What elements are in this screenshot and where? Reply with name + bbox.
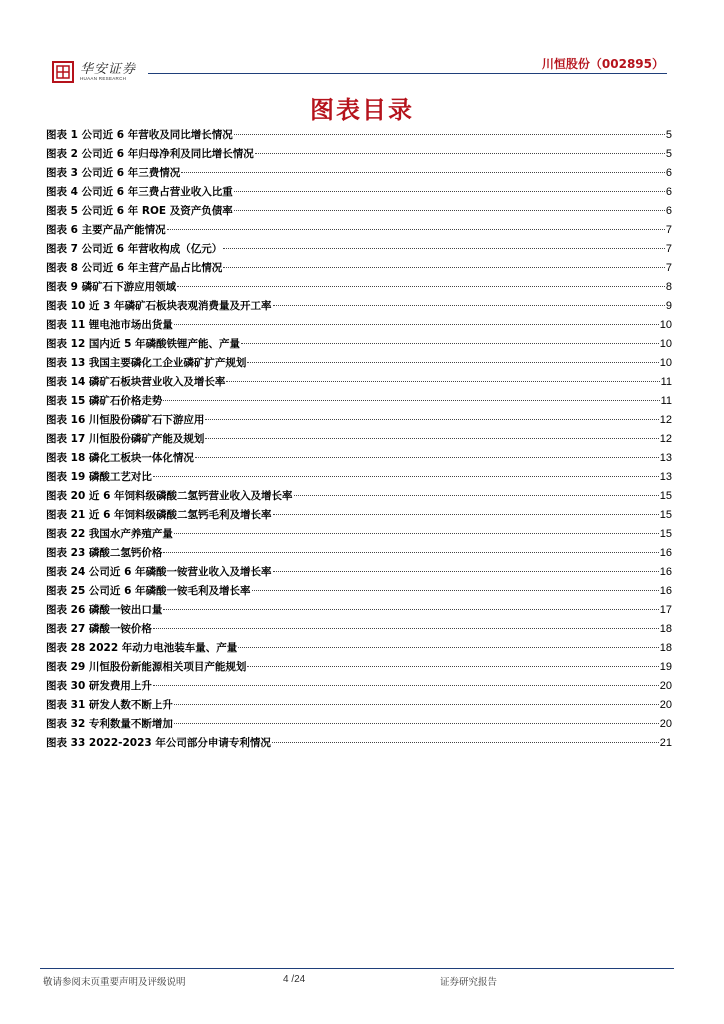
- toc-page-number: 16: [659, 585, 672, 597]
- toc-entry-label[interactable]: 图表 14 磷矿石板块营业收入及增长率: [46, 376, 226, 388]
- toc-entry-label[interactable]: 图表 18 磷化工板块一体化情况: [46, 452, 194, 464]
- toc-page-number: 10: [659, 338, 672, 350]
- toc-leader-dots: [174, 533, 659, 534]
- toc-leader-dots: [272, 742, 659, 743]
- toc-entry-label[interactable]: 图表 1 公司近 6 年营收及同比增长情况: [46, 129, 233, 141]
- toc-leader-dots: [255, 153, 665, 154]
- toc-leader-dots: [205, 419, 658, 420]
- toc-leader-dots: [177, 286, 665, 287]
- toc-row[interactable]: [46, 677, 672, 696]
- toc-row[interactable]: [46, 525, 672, 544]
- toc-entry-label[interactable]: 图表 28 2022 年动力电池装车量、产量: [46, 642, 238, 654]
- toc-page-number: 20: [659, 718, 672, 730]
- toc-row[interactable]: [46, 221, 672, 240]
- toc-entry-label[interactable]: 图表 26 磷酸一铵出口量: [46, 604, 163, 616]
- toc-row[interactable]: [46, 430, 672, 449]
- toc-entry-label[interactable]: 图表 3 公司近 6 年三费情况: [46, 167, 181, 179]
- toc-leader-dots: [241, 343, 659, 344]
- toc-leader-dots: [247, 362, 658, 363]
- toc-page-number: 12: [659, 414, 672, 426]
- toc-row[interactable]: [46, 468, 672, 487]
- toc-page-number: 10: [659, 319, 672, 331]
- toc-page-number: 7: [665, 224, 672, 236]
- toc-row[interactable]: [46, 696, 672, 715]
- toc-row[interactable]: [46, 183, 672, 202]
- footer-divider: [40, 968, 674, 969]
- company-name: 川恒股份（002895）: [541, 57, 664, 71]
- toc-entry-label[interactable]: 图表 32 专利数量不断增加: [46, 718, 173, 730]
- toc-page-number: 16: [659, 547, 672, 559]
- toc-page-number: 7: [665, 243, 672, 255]
- toc-page-number: 5: [665, 129, 672, 141]
- toc-row[interactable]: [46, 506, 672, 525]
- toc-leader-dots: [223, 248, 665, 249]
- toc-leader-dots: [195, 457, 659, 458]
- footer-disclaimer: 敬请参阅末页重要声明及评级说明: [43, 977, 186, 988]
- toc-entry-label[interactable]: 图表 2 公司近 6 年归母净利及同比增长情况: [46, 148, 254, 160]
- toc-row[interactable]: [46, 620, 672, 639]
- toc-row[interactable]: [46, 449, 672, 468]
- toc-entry-label[interactable]: 图表 15 磷矿石价格走势: [46, 395, 163, 407]
- toc-row[interactable]: [46, 639, 672, 658]
- toc-entry-label[interactable]: 图表 5 公司近 6 年 ROE 及资产负债率: [46, 205, 233, 217]
- toc-row[interactable]: [46, 734, 672, 753]
- toc-entry-label[interactable]: 图表 27 磷酸一铵价格: [46, 623, 152, 635]
- toc-leader-dots: [174, 324, 659, 325]
- toc-entry-label[interactable]: 图表 10 近 3 年磷矿石板块表观消费量及开工率: [46, 300, 272, 312]
- toc-entry-label[interactable]: 图表 20 近 6 年饲料级磷酸二氢钙营业收入及增长率: [46, 490, 293, 502]
- toc-row[interactable]: [46, 316, 672, 335]
- toc-page-number: 20: [659, 699, 672, 711]
- toc-page-number: 6: [665, 167, 672, 179]
- logo-chinese-text: 华安证券: [80, 62, 137, 77]
- toc-row[interactable]: [46, 658, 672, 677]
- toc-leader-dots: [205, 438, 658, 439]
- toc-leader-dots: [273, 571, 659, 572]
- toc-entry-label[interactable]: 图表 30 研发费用上升: [46, 680, 152, 692]
- toc-row[interactable]: [46, 563, 672, 582]
- toc-row[interactable]: [46, 240, 672, 259]
- logo-english-text: HUAAN RESEARCH: [80, 76, 127, 81]
- toc-page-number: 15: [659, 490, 672, 502]
- toc-page-number: 10: [659, 357, 672, 369]
- toc-entry-label[interactable]: 图表 7 公司近 6 年营收构成（亿元）: [46, 243, 223, 255]
- toc-row[interactable]: [46, 601, 672, 620]
- toc-entry-label[interactable]: 图表 13 我国主要磷化工企业磷矿扩产规划: [46, 357, 247, 369]
- toc-entry-label[interactable]: 图表 16 川恒股份磷矿石下游应用: [46, 414, 205, 426]
- huaan-logo: [52, 60, 152, 86]
- toc-leader-dots: [167, 229, 665, 230]
- toc-leader-dots: [238, 647, 658, 648]
- toc-page-number: 11: [660, 395, 672, 407]
- toc-row[interactable]: [46, 202, 672, 221]
- toc-leader-dots: [153, 685, 659, 686]
- toc-page-number: 15: [659, 509, 672, 521]
- toc-entry-label[interactable]: 图表 6 主要产品产能情况: [46, 224, 166, 236]
- toc-leader-dots: [163, 609, 658, 610]
- toc-entry-label[interactable]: 图表 33 2022-2023 年公司部分申请专利情况: [46, 737, 271, 749]
- toc-row[interactable]: [46, 297, 672, 316]
- toc-page-number: 11: [660, 376, 672, 388]
- toc-entry-label[interactable]: 图表 9 磷矿石下游应用领域: [46, 281, 177, 293]
- toc-page-number: 15: [659, 528, 672, 540]
- figure-index-list: [46, 126, 672, 753]
- toc-row[interactable]: [46, 715, 672, 734]
- toc-leader-dots: [234, 191, 665, 192]
- toc-entry-label[interactable]: 图表 29 川恒股份新能源相关项目产能规划: [46, 661, 247, 673]
- toc-page-number: 6: [665, 205, 672, 217]
- toc-row[interactable]: [46, 126, 672, 145]
- toc-entry-label[interactable]: 图表 21 近 6 年饲料级磷酸二氢钙毛利及增长率: [46, 509, 272, 521]
- toc-leader-dots: [181, 172, 665, 173]
- toc-page-number: 17: [659, 604, 672, 616]
- toc-leader-dots: [273, 514, 659, 515]
- header-divider: [148, 73, 667, 74]
- toc-leader-dots: [223, 267, 665, 268]
- toc-row[interactable]: [46, 373, 672, 392]
- toc-page-number: 9: [665, 300, 672, 312]
- toc-page-number: 8: [665, 281, 672, 293]
- footer-report-type: 证券研究报告: [440, 977, 498, 988]
- toc-entry-label[interactable]: 图表 19 磷酸工艺对比: [46, 471, 152, 483]
- toc-entry-label[interactable]: 图表 12 国内近 5 年磷酸铁锂产能、产量: [46, 338, 241, 350]
- toc-row[interactable]: [46, 392, 672, 411]
- toc-leader-dots: [294, 495, 659, 496]
- toc-leader-dots: [234, 210, 665, 211]
- toc-entry-label[interactable]: 图表 22 我国水产养殖产量: [46, 528, 173, 540]
- toc-leader-dots: [273, 305, 665, 306]
- toc-entry-label[interactable]: 图表 17 川恒股份磷矿产能及规划: [46, 433, 205, 445]
- toc-leader-dots: [252, 590, 659, 591]
- toc-page-number: 13: [659, 471, 672, 483]
- toc-page-number: 18: [659, 623, 672, 635]
- toc-page-number: 20: [659, 680, 672, 692]
- toc-leader-dots: [153, 476, 659, 477]
- toc-row[interactable]: [46, 164, 672, 183]
- toc-page-number: 21: [659, 737, 672, 749]
- toc-page-number: 5: [665, 148, 672, 160]
- toc-row[interactable]: [46, 487, 672, 506]
- toc-row[interactable]: [46, 259, 672, 278]
- toc-leader-dots: [226, 381, 659, 382]
- toc-row[interactable]: [46, 278, 672, 297]
- toc-page-number: 13: [659, 452, 672, 464]
- toc-leader-dots: [163, 552, 658, 553]
- toc-entry-label[interactable]: 图表 31 研发人数不断上升: [46, 699, 173, 711]
- toc-row[interactable]: [46, 544, 672, 563]
- toc-leader-dots: [174, 704, 659, 705]
- toc-entry-label[interactable]: 图表 24 公司近 6 年磷酸一铵营业收入及增长率: [46, 566, 272, 578]
- toc-page-number: 6: [665, 186, 672, 198]
- toc-leader-dots: [174, 723, 659, 724]
- toc-row[interactable]: [46, 411, 672, 430]
- toc-leader-dots: [163, 400, 659, 401]
- toc-page-number: 7: [665, 262, 672, 274]
- toc-page-number: 12: [659, 433, 672, 445]
- toc-leader-dots: [247, 666, 658, 667]
- toc-entry-label[interactable]: 图表 11 锂电池市场出货量: [46, 319, 173, 331]
- toc-row[interactable]: [46, 335, 672, 354]
- toc-row[interactable]: [46, 354, 672, 373]
- page-number: 4 /24: [283, 974, 306, 985]
- toc-row[interactable]: [46, 582, 672, 601]
- toc-row[interactable]: [46, 145, 672, 164]
- toc-entry-label[interactable]: 图表 23 磷酸二氢钙价格: [46, 547, 163, 559]
- logo-mark-icon: [52, 61, 74, 83]
- toc-page-number: 19: [659, 661, 672, 673]
- toc-page-number: 16: [659, 566, 672, 578]
- toc-entry-label[interactable]: 图表 4 公司近 6 年三费占营业收入比重: [46, 186, 233, 198]
- toc-entry-label[interactable]: 图表 8 公司近 6 年主营产品占比情况: [46, 262, 223, 274]
- toc-leader-dots: [234, 134, 665, 135]
- toc-entry-label[interactable]: 图表 25 公司近 6 年磷酸一铵毛利及增长率: [46, 585, 251, 597]
- toc-page-number: 18: [659, 642, 672, 654]
- page-title: 图表目录: [310, 96, 414, 124]
- toc-leader-dots: [153, 628, 659, 629]
